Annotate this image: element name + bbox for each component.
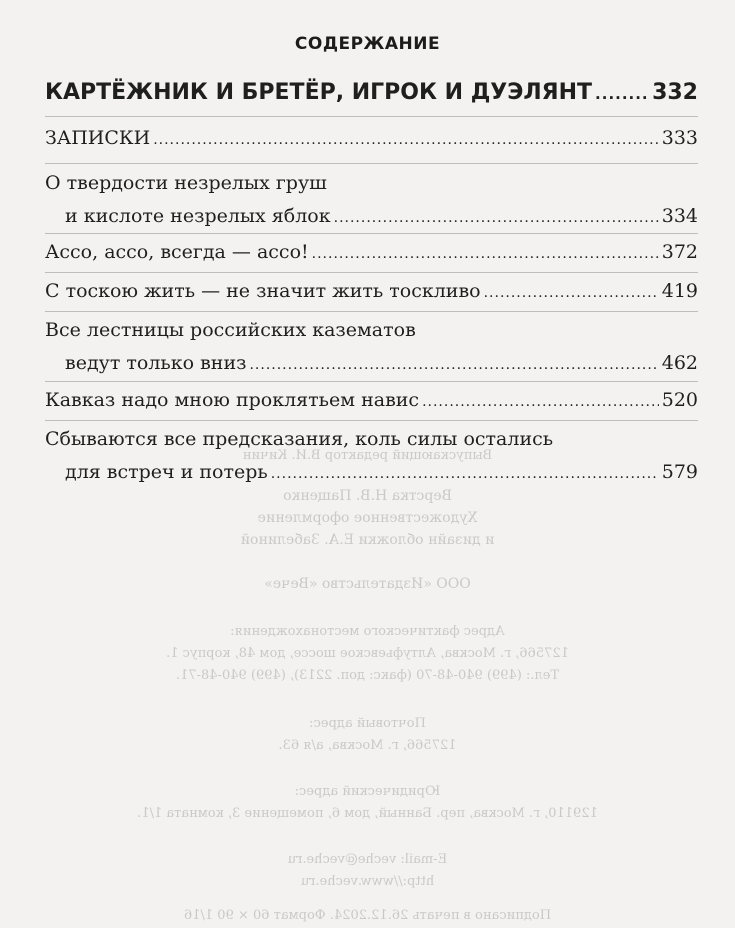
divider [45, 381, 698, 382]
toc-entry[interactable] [45, 167, 698, 235]
entry-page: 419 [661, 280, 698, 302]
entry-page: 332 [652, 80, 698, 105]
ghost-text: E-mail: veche@veche.ru [287, 852, 448, 867]
divider [45, 233, 698, 234]
toc-entry[interactable] [45, 314, 698, 382]
entry-page: 462 [661, 352, 698, 374]
leader-dots [334, 202, 659, 235]
leader-dots [153, 132, 659, 148]
entry-title-line2: для встреч и потерь [65, 461, 268, 483]
entry-title: С тоскою жить — не значит жить тоскливо [45, 280, 481, 302]
ghost-text: Подписано в печать 26.12.2024. Формат 60 × 90 1/16 [183, 908, 552, 923]
toc-entry[interactable] [45, 384, 698, 419]
ghost-text: Тел.: (499) 940-48-70 (факс: доп. 2213), (499) 940-48-71. [175, 668, 560, 683]
toc-section-entry[interactable] [45, 127, 698, 149]
ghost-text: 127566, г. Москва, Алтуфьевское шоссе, дом 48, корпус 1. [166, 646, 569, 661]
ghost-text: Выпускающий редактор В.И. Кичин [242, 448, 493, 463]
entry-title: ЗАПИСКИ [45, 127, 151, 149]
entry-title-line1: Все лестницы российских казематов [45, 319, 416, 341]
leader-dots [271, 458, 659, 491]
ghost-text: 127566, г. Москва, а/я 63. [278, 738, 457, 753]
ghost-text: Юридический адрес: [294, 784, 441, 799]
entry-title-line1: Сбываются все предсказания, коль силы остались [45, 428, 554, 450]
leader-dots [249, 349, 658, 382]
ghost-text: и дизайн обложки Е.А. Забелиной [240, 532, 495, 548]
ghost-text: http://www.veche.ru [300, 874, 435, 889]
divider [45, 420, 698, 421]
leader-dots [595, 85, 649, 103]
ghost-text: Верстка Н.В. Пащенко [283, 488, 452, 504]
entry-title: КАРТЁЖНИК И БРЕТЁР, ИГРОК И ДУЭЛЯНТ [45, 80, 593, 105]
entry-page: 579 [661, 461, 698, 483]
divider [45, 272, 698, 273]
leader-dots [422, 386, 659, 419]
divider [45, 311, 698, 312]
entry-title-line2: ведут только вниз [65, 352, 247, 374]
divider [45, 163, 698, 164]
toc-entry[interactable] [45, 275, 698, 310]
entry-title-line2: и кислоте незрелых яблок [65, 205, 331, 227]
toc-part-entry[interactable] [45, 80, 698, 105]
entry-title: Кавказ надо мною проклятьем навис [45, 389, 420, 411]
toc-entry[interactable] [45, 236, 698, 271]
entry-page: 372 [661, 241, 698, 263]
leader-dots [484, 277, 659, 310]
ghost-text: Почтовый адрес: [309, 716, 426, 731]
ghost-text: Художественное оформление [257, 510, 478, 526]
leader-dots [312, 238, 659, 271]
entry-title: Ассо, ассо, всегда — ассо! [45, 241, 309, 263]
entry-page: 333 [661, 127, 698, 149]
ghost-text: ООО «Издательство «Вече» [264, 576, 471, 592]
entry-title-line1: О твердости незрелых груш [45, 172, 327, 194]
entry-page: 520 [661, 389, 698, 411]
toc-entry[interactable] [45, 423, 698, 491]
toc-heading: СОДЕРЖАНИЕ [294, 34, 441, 54]
divider [45, 116, 698, 117]
entry-page: 334 [661, 205, 698, 227]
ghost-text: 129110, г. Москва, пер. Банный, дом 6, помещение 3, комната 1/1. [137, 806, 598, 821]
ghost-text: Адрес фактического местонахождения: [230, 624, 505, 639]
